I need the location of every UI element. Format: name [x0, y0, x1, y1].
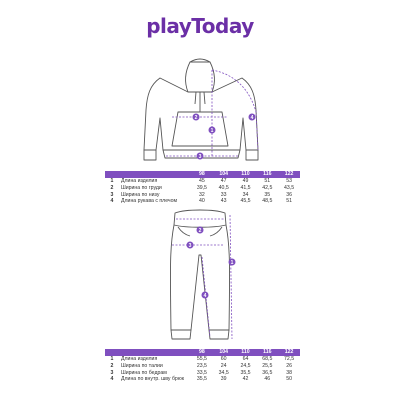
hoodie-marker-2: 2 [194, 114, 198, 121]
pants-size-col: 110 [241, 349, 250, 356]
table-row: 4 Длина рукава с плечом 40 43 45,5 48,5 51 [110, 198, 292, 205]
pants-marker-1: 1 [230, 259, 234, 266]
pants-marker-4: 4 [203, 292, 207, 299]
pants-size-header-row [105, 349, 300, 356]
hoodie-illustration [0, 0, 400, 170]
hoodie-marker-3: 3 [198, 153, 202, 160]
hoodie-marker-4: 4 [250, 114, 254, 121]
table-row: 1 Длина изделия 55,5 60 64 68,5 72,5 [110, 356, 295, 362]
table-row: 4 Длина по внутр. шву брюк 35,5 39 42 46 50 [110, 376, 292, 383]
hoodie-size-col: 116 [263, 171, 272, 178]
table-row: 1 Длина изделия 45 47 49 51 53 [110, 178, 292, 184]
pants-marker-2: 2 [198, 227, 202, 234]
hoodie-size-header-row [105, 171, 300, 178]
pants-size-col: 98 [199, 349, 205, 356]
table-row: 2 Ширина по талии 23,5 24 24,5 25,5 26 [110, 362, 292, 369]
hoodie-size-col: 104 [219, 171, 229, 178]
pants-illustration [0, 205, 400, 345]
pants-marker-3: 3 [188, 242, 192, 249]
table-row: 3 Ширина по бедрам 33,5 34,5 35,5 36,5 38 [110, 369, 292, 376]
hoodie-size-col: 122 [284, 171, 294, 178]
brand-logo: playToday [146, 14, 254, 38]
pants-size-col: 122 [284, 349, 294, 356]
table-row: 2 Ширина по груди 39,5 40,5 41,5 42,5 43,5 [110, 184, 295, 191]
hoodie-size-table [105, 171, 300, 205]
hoodie-size-col: 98 [199, 171, 205, 178]
pants-size-col: 116 [263, 349, 272, 356]
table-row: 3 Ширина по низу 32 33 34 35 36 [110, 191, 292, 198]
pants-size-table [105, 349, 300, 383]
hoodie-marker-1: 1 [210, 127, 214, 134]
hoodie-size-col: 110 [241, 171, 250, 178]
pants-size-col: 104 [219, 349, 229, 356]
